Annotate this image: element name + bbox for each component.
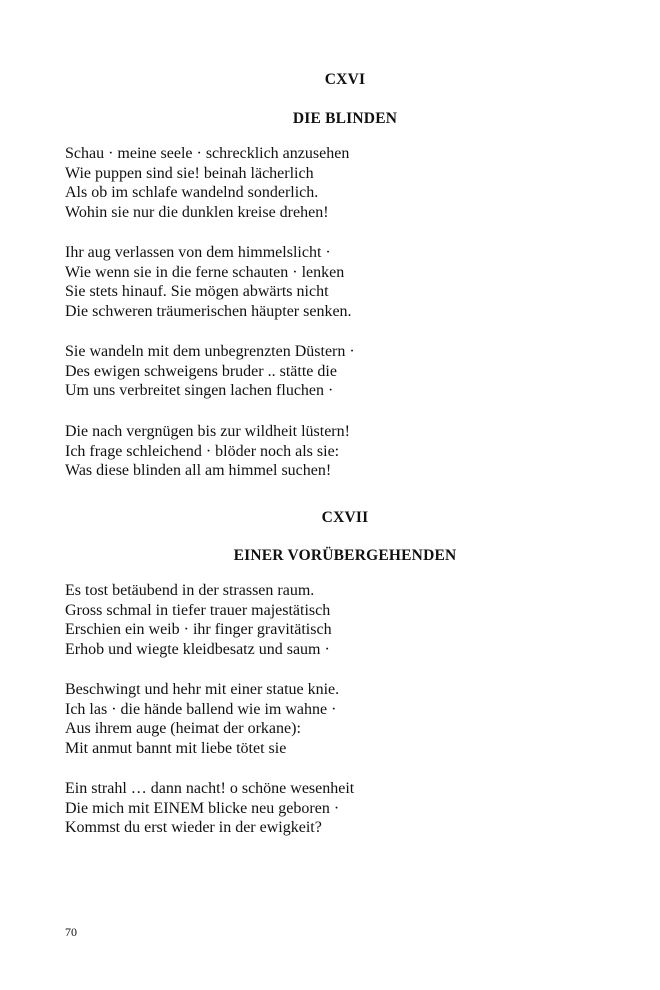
verse-line: Die nach vergnügen bis zur wildheit lüstern! xyxy=(65,423,350,440)
stanza xyxy=(65,680,625,759)
verse-line: Die schweren träumerischen häupter senken. xyxy=(65,303,352,321)
verse-line: Als ob im schlafe wandelnd sonderlich. xyxy=(65,184,319,202)
verse-line: Ich frage schleichend · blöder noch als sie: xyxy=(65,442,340,460)
verse-line: Ich las · die hände ballend wie im wahne · xyxy=(65,700,337,718)
stanza xyxy=(65,779,625,838)
verse-line: Beschwingt und hehr mit einer statue knie. xyxy=(65,681,340,698)
verse-line: Sie wandeln mit dem unbegrenzten Düstern · xyxy=(65,343,355,360)
verse-line: Schau · meine seele · schrecklich anzusehen xyxy=(65,145,350,162)
verse-line: Aus ihrem auge (heimat der orkane): xyxy=(65,720,301,738)
verse-line: Erschien ein weib · ihr finger gravitätisch xyxy=(65,621,332,639)
verse-line: Des ewigen schweigens bruder .. stätte die xyxy=(65,362,337,380)
verse-line: Wie puppen sind sie! beinah lächerlich xyxy=(65,164,314,182)
stanza xyxy=(65,243,625,322)
verse-line: Es tost betäubend in der strassen raum. xyxy=(65,582,315,599)
stanza xyxy=(65,422,625,481)
verse-line: Gross schmal in tiefer trauer majestätisch xyxy=(65,601,331,619)
verse-line: Um uns verbreitet singen lachen fluchen · xyxy=(65,382,334,400)
stanza xyxy=(65,342,625,401)
verse-line: Was diese blinden all am himmel suchen! xyxy=(65,462,332,480)
verse-line: Wie wenn sie in die ferne schauten · lenken xyxy=(65,263,345,281)
verse-line: Sie stets hinauf. Sie mögen abwärts nicht xyxy=(65,283,329,301)
verse-line: Erhob und wiegte kleidbesatz und saum · xyxy=(65,641,330,659)
stanza xyxy=(65,144,625,223)
verse-line: Ihr aug verlassen von dem himmelslicht · xyxy=(65,244,331,261)
verse-line: Kommst du erst wieder in der ewigkeit? xyxy=(65,819,322,837)
poem-number: CXVI xyxy=(324,71,366,88)
poem-title: DIE BLINDEN xyxy=(292,110,398,127)
verse-line: Die mich mit EINEM blicke neu geboren · xyxy=(65,799,340,817)
poem-title: EINER VORÜBERGEHENDEN xyxy=(233,547,457,564)
poem-number: CXVII xyxy=(321,509,369,526)
verse-line: Mit anmut bannt mit liebe tötet sie xyxy=(65,740,287,758)
stanza xyxy=(65,581,625,660)
verse-line: Wohin sie nur die dunklen kreise drehen! xyxy=(65,204,329,222)
page-number: 70 xyxy=(65,925,77,939)
verse-line: Ein strahl … dann nacht! o schöne wesenheit xyxy=(65,780,355,797)
